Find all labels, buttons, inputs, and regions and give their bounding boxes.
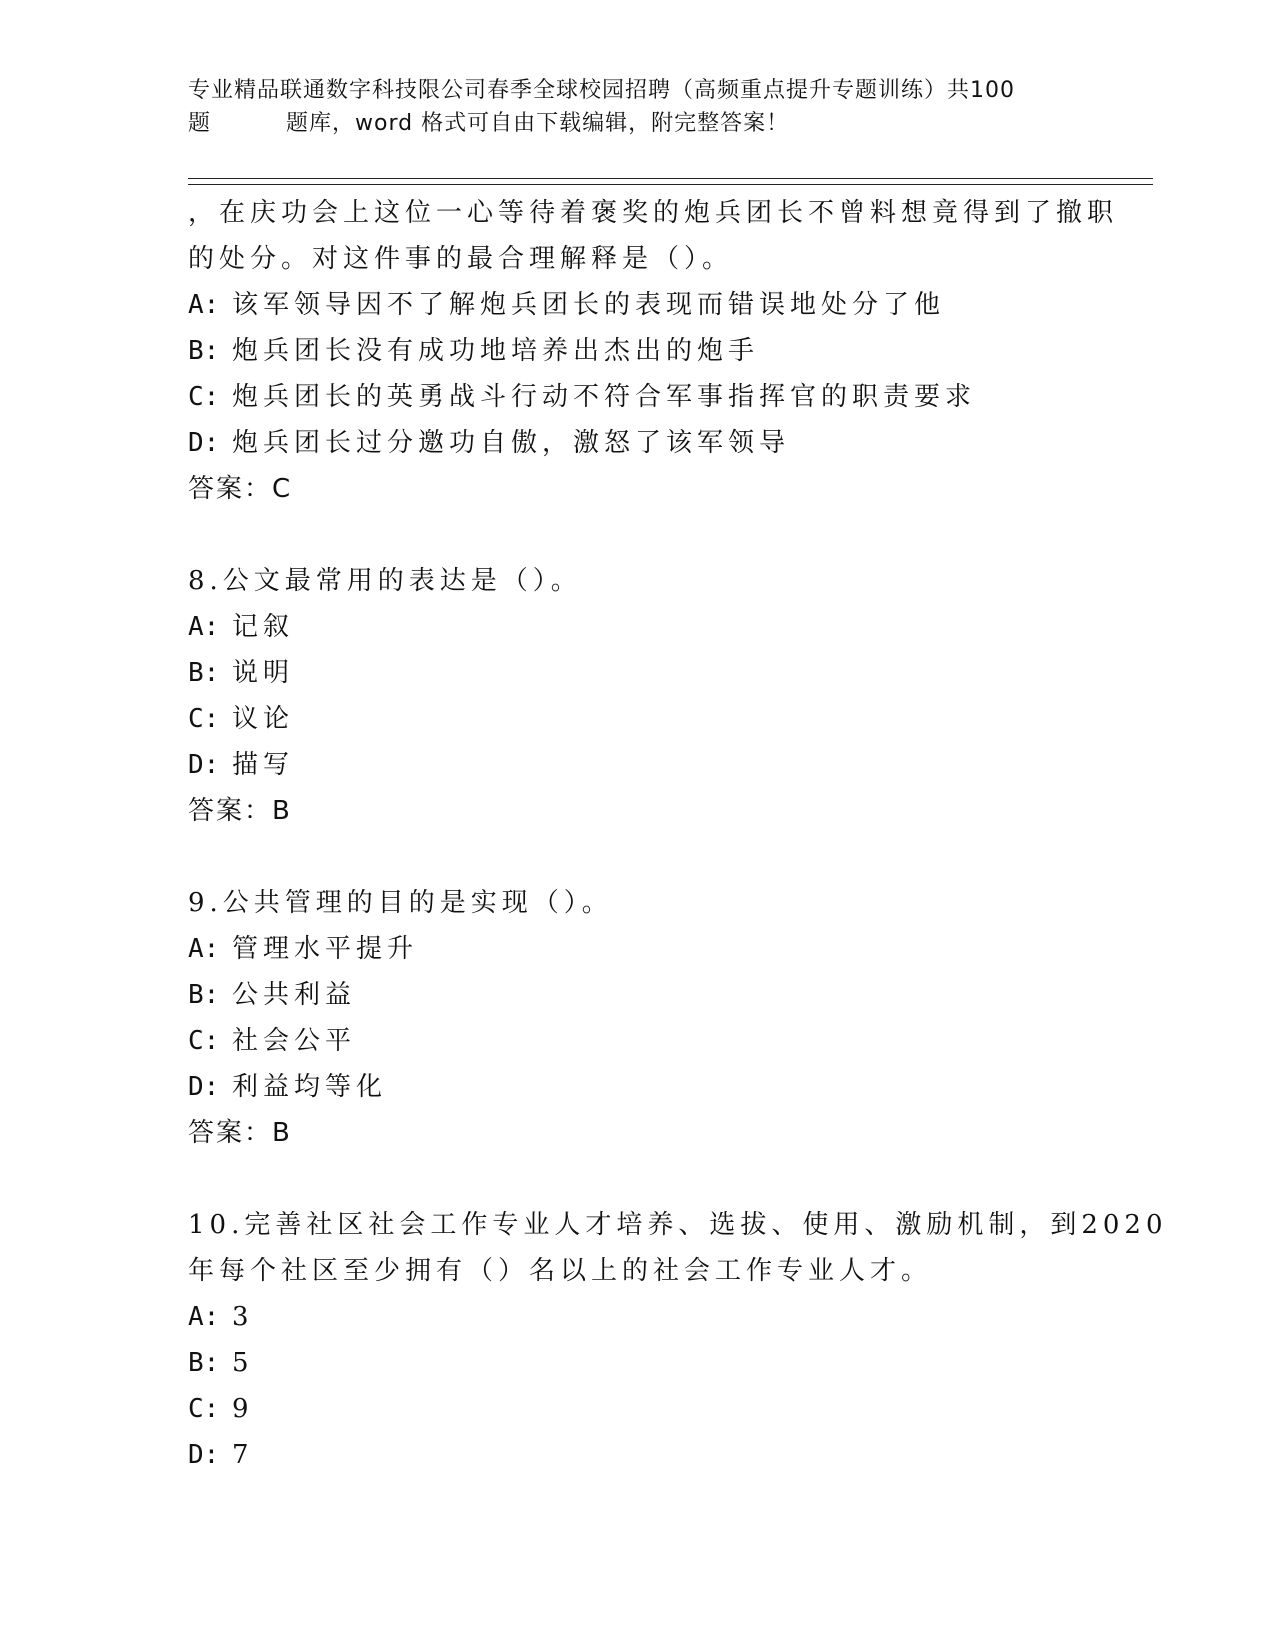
option-c xyxy=(188,374,1108,420)
option-text: 管理水平提升 xyxy=(232,934,419,964)
option-text: 9 xyxy=(232,1394,254,1424)
option-text: 公共利益 xyxy=(232,980,357,1010)
option-text: 利益均等化 xyxy=(232,1072,388,1102)
option-b xyxy=(188,972,1108,1018)
option-c xyxy=(188,1018,1108,1064)
option-key: A: xyxy=(188,1302,220,1332)
option-b xyxy=(188,1340,1108,1386)
answer-line: 答案：B xyxy=(188,796,292,826)
header-divider-bottom xyxy=(188,184,1153,185)
question-block xyxy=(188,1202,1168,1478)
document-header xyxy=(188,74,1088,140)
option-key: C: xyxy=(188,704,220,734)
option-key: C: xyxy=(188,382,220,412)
option-key: D: xyxy=(188,1440,220,1470)
question-list xyxy=(188,190,1168,1478)
option-text: 7 xyxy=(232,1440,254,1470)
option-key: A: xyxy=(188,612,220,642)
option-key: B: xyxy=(188,336,220,366)
header-divider-top xyxy=(188,178,1153,179)
question-stem-line: 10.完善社区社会工作专业人才培养、选拔、使用、激励机制，到2020 xyxy=(188,1210,1168,1240)
option-key: B: xyxy=(188,1348,220,1378)
option-text: 炮兵团长的英勇战斗行动不符合军事指挥官的职责要求 xyxy=(232,382,977,412)
question-stem-line: 年每个社区至少拥有（）名以上的社会工作专业人才。 xyxy=(188,1256,933,1286)
option-text: 炮兵团长没有成功地培养出杰出的炮手 xyxy=(232,336,760,366)
option-key: B: xyxy=(188,980,220,1010)
option-text: 社会公平 xyxy=(232,1026,357,1056)
option-key: B: xyxy=(188,658,220,688)
option-key: A: xyxy=(188,290,220,320)
option-text: 5 xyxy=(232,1348,254,1378)
option-d xyxy=(188,742,1108,788)
option-b xyxy=(188,650,1108,696)
option-key: A: xyxy=(188,934,220,964)
question-stem-line: 8.公文最常用的表达是（）。 xyxy=(188,566,582,596)
option-key: D: xyxy=(188,750,220,780)
option-key: D: xyxy=(188,428,220,458)
answer-line: 答案：B xyxy=(188,1118,292,1148)
option-key: D: xyxy=(188,1072,220,1102)
option-a xyxy=(188,926,1108,972)
option-text: 议论 xyxy=(232,704,295,734)
header-title-line-2 xyxy=(188,107,1088,140)
option-text: 说明 xyxy=(232,658,295,688)
answer-line: 答案：C xyxy=(188,474,293,504)
option-text: 描写 xyxy=(232,750,295,780)
option-text: 记叙 xyxy=(232,612,295,642)
option-b xyxy=(188,328,1108,374)
option-text: 3 xyxy=(232,1302,254,1332)
header-title-line-2-lead: 题 xyxy=(188,111,212,136)
option-c xyxy=(188,696,1108,742)
option-c xyxy=(188,1386,1108,1432)
option-key: C: xyxy=(188,1394,220,1424)
option-text: 该军领导因不了解炮兵团长的表现而错误地处分了他 xyxy=(232,290,946,320)
option-a xyxy=(188,282,1108,328)
header-title-line-2-rest: 题库，word 格式可自由下载编辑，附完整答案！ xyxy=(286,111,790,136)
option-text: 炮兵团长过分邀功自傲，激怒了该军领导 xyxy=(232,428,791,458)
question-stem-line: 的处分。对这件事的最合理解释是（）。 xyxy=(188,244,734,274)
option-a xyxy=(188,1294,1108,1340)
option-d xyxy=(188,1432,1108,1478)
question-block xyxy=(188,190,1119,512)
question-stem-line: ，在庆功会上这位一心等待着褒奖的炮兵团长不曾料想竟得到了撤职 xyxy=(188,198,1119,228)
header-title-line-1: 专业精品联通数字科技限公司春季全球校园招聘（高频重点提升专题训练）共100 xyxy=(188,78,1015,103)
question-block xyxy=(188,880,1108,1156)
option-d xyxy=(188,420,1108,466)
question-stem-line: 9.公共管理的目的是实现（）。 xyxy=(188,888,613,918)
option-a xyxy=(188,604,1108,650)
option-d xyxy=(188,1064,1108,1110)
option-key: C: xyxy=(188,1026,220,1056)
question-block xyxy=(188,558,1108,834)
